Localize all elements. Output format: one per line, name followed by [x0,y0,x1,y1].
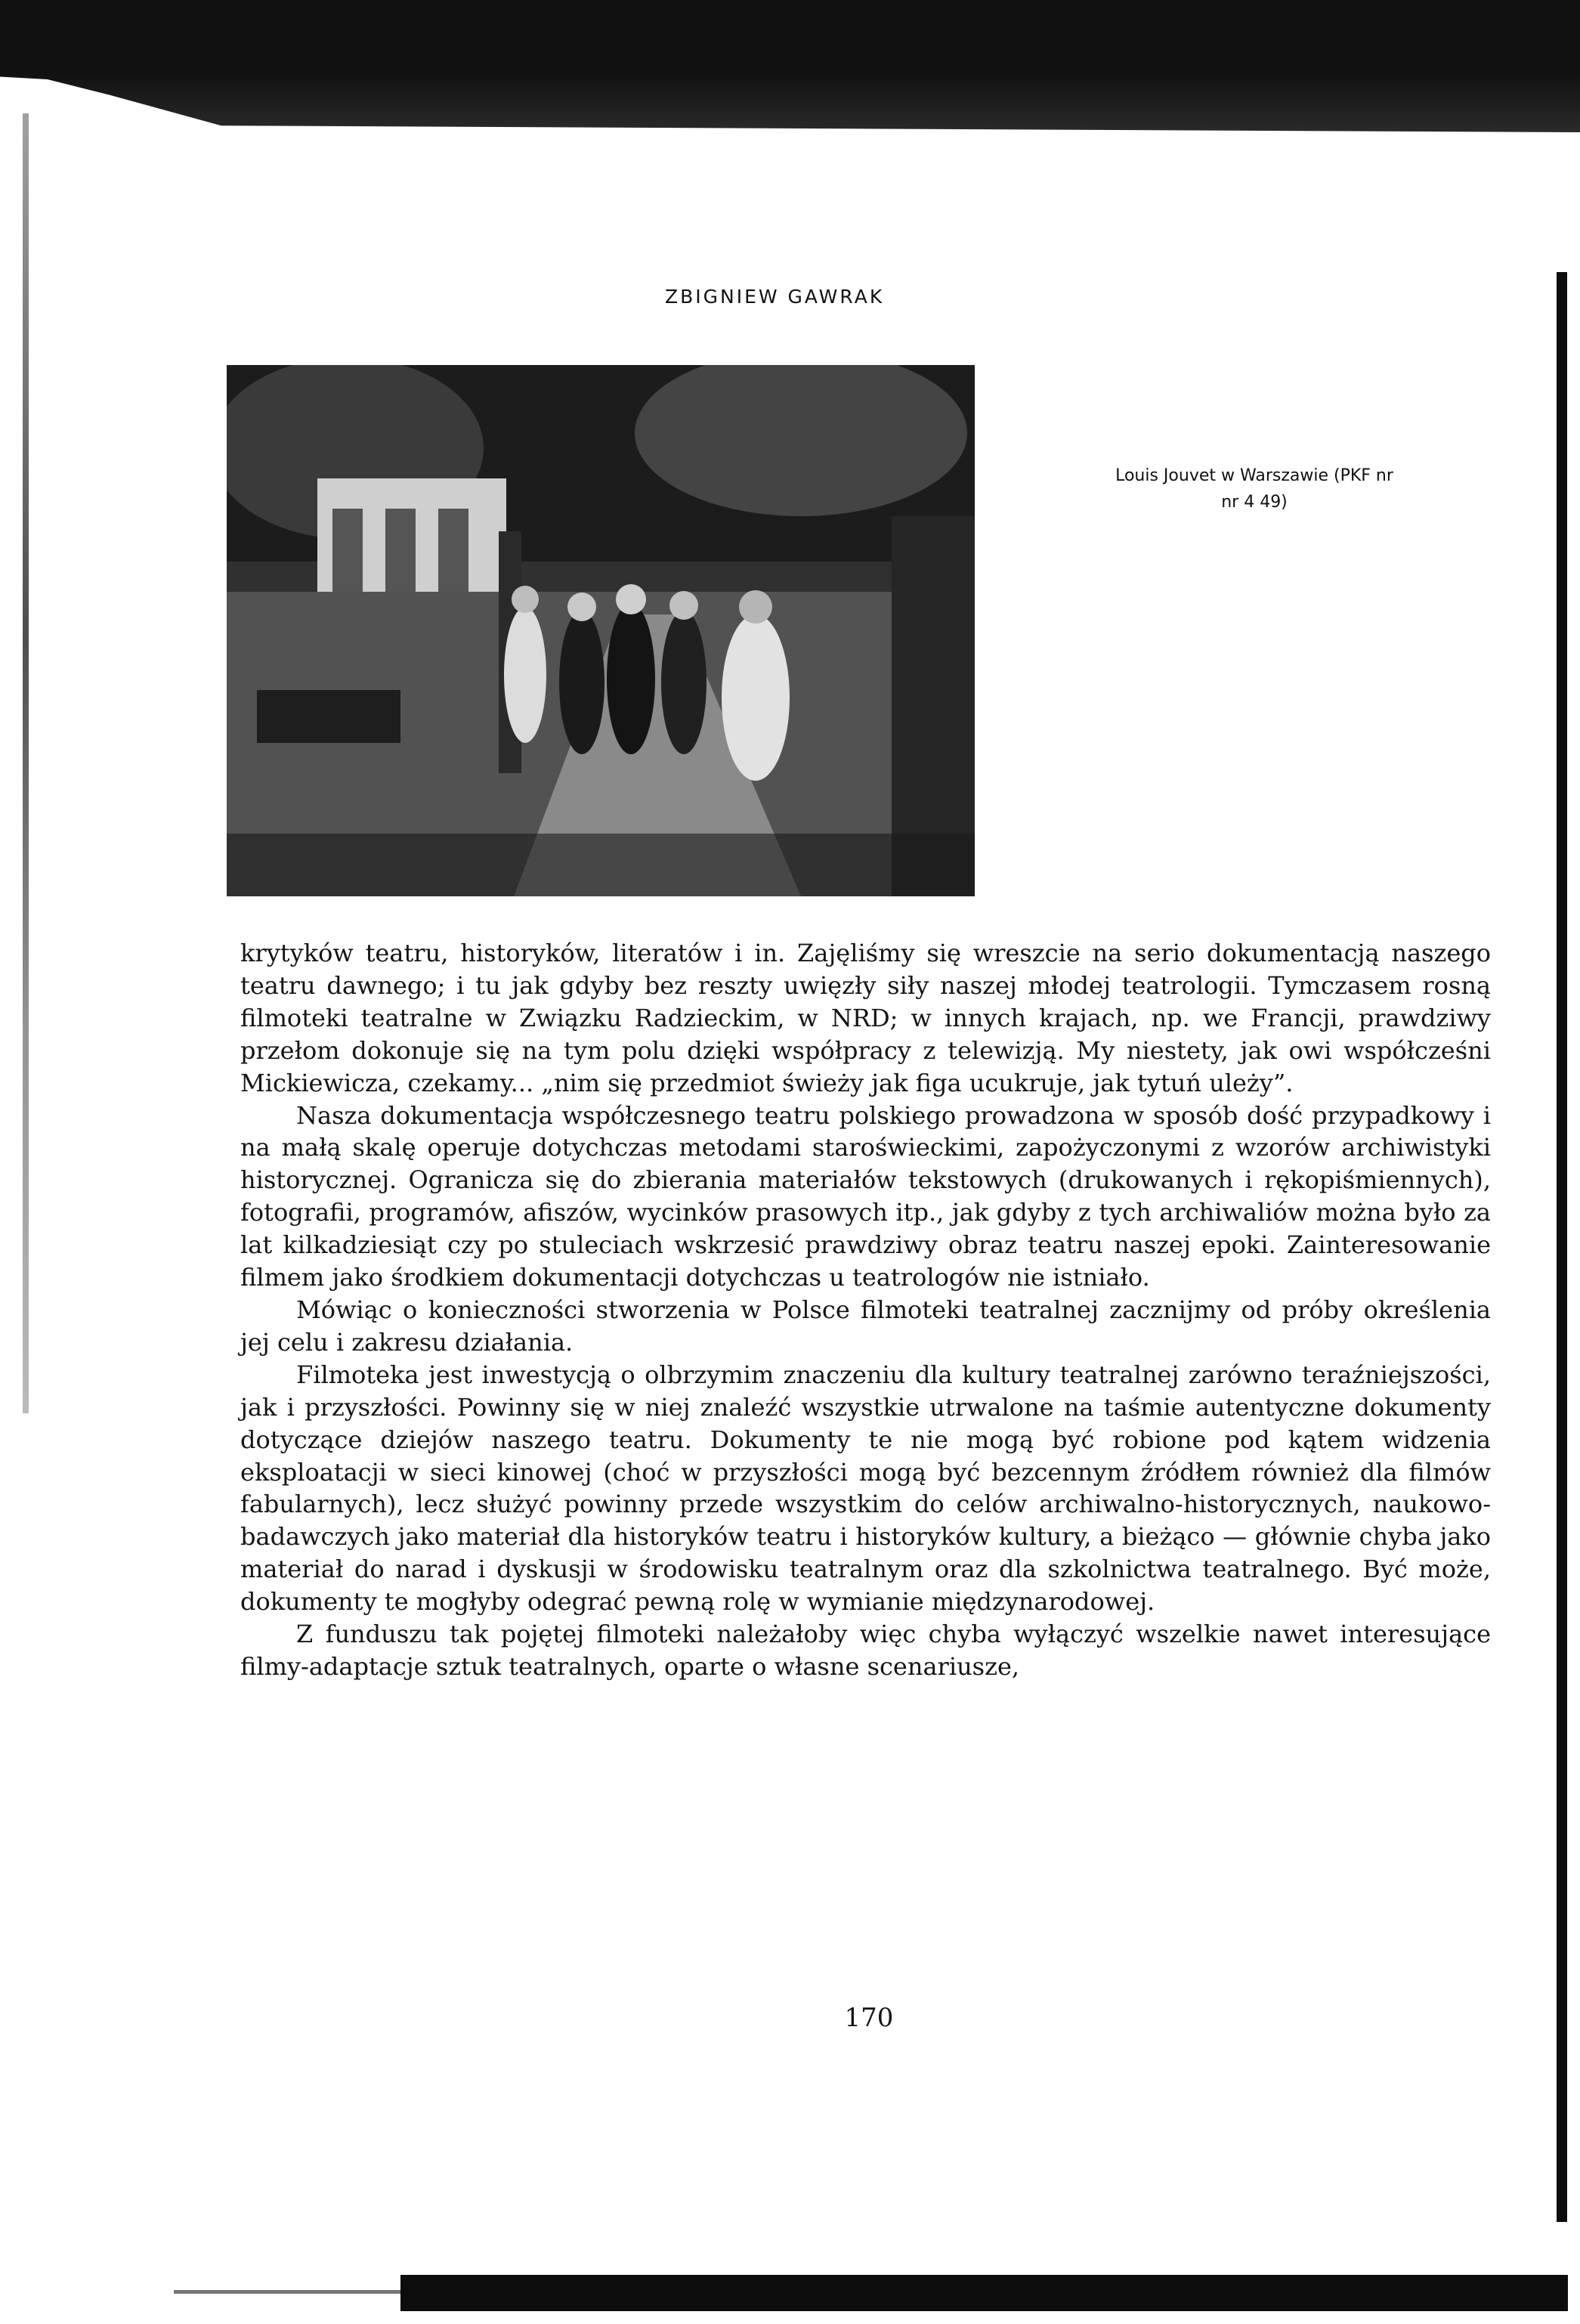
photo-illustration [227,365,975,896]
paragraph-2: Nasza dokumentacja współczesnego teatru polskiego prowadzona w sposób dość przypadkowy i na małą skalę operuje dotychczas metodami staroświeckimi, zapożyczonymi z wzorów archiwistyki historycznej. Ogranicza się do zbierania materiałów tekstowych (drukowanych i rękopiśmiennych), fotografii, programów, afiszów, wycinków prasowych itp., jak gdyby z tych archiwaliów można było za lat kilkadziesiąt czy po stuleciach wskrzesić prawdziwy obraz teatru naszej epoki. Zainteresowanie filmem jako środkiem dokumentacji dotychczas u teatrologów nie istniało. [240,1100,1491,1292]
scan-right-edge [1557,272,1567,2222]
photo-caption [1005,463,1504,515]
scan-bottom-line [174,2290,400,2294]
scan-bottom-bar [400,2275,1568,2311]
scan-left-edge [23,113,29,1413]
article-body [240,937,1491,1683]
paragraph-4: Filmoteka jest inwestycją o olbrzymim znaczeniu dla kultury teatralnej zarówno teraźniejszości, jak i przyszłości. Powinny się w niej znaleźć wszystkie utrwalone na taśmie autentyczne dokumenty dotyczące dziejów naszego teatru. Dokumenty te nie mogą być robione pod kątem widzenia eksploatacji w sieci kinowej (choć w przyszłości mogą być bezcennym źródłem również dla filmów fabularnych), lecz służyć powinny przede wszystkim do celów archiwalno-historycznych, naukowo-badawczych jako materiał dla historyków teatru i historyków kultury, a bieżąco — głównie chyba jako materiał do narad i dyskusji w środowisku teatralnym oraz dla szkolnictwa teatralnego. Być może, dokumenty te mogłyby odegrać pewną rolę w wymianie międzynarodowej. [240,1360,1491,1617]
paragraph-5: Z funduszu tak pojętej filmoteki należałoby więc chyba wyłączyć wszelkie nawet interesujące filmy-adaptacje sztuk teatralnych, oparte o własne scenariusze, [240,1620,1491,1681]
running-head-author: ZBIGNIEW GAWRAK [665,286,885,308]
page-number: 170 [844,2003,894,2033]
caption-line-2: nr 4 49) [1221,493,1288,512]
historical-photo [227,365,975,896]
paragraph-3: Mówiąc o konieczności stworzenia w Polsce filmoteki teatralnej zacznijmy od próby określenia jej celu i zakresu działania. [240,1295,1491,1357]
paragraph-1: krytyków teatru, historyków, literatów i in. Zajęliśmy się wreszcie na serio dokumentacją naszego teatru dawnego; i tu jak gdyby bez reszty uwięzły siły naszej młodej teatrologii. Tymczasem rosną filmoteki teatralne w Związku Radzieckim, w NRD; w innych krajach, np. we Francji, prawdziwy przełom dokonuje się na tym polu dzięki współpracy z telewizją. My niestety, jak owi współcześni Mickiewicza, czekamy... „nim się przedmiot świeży jak figa ucukruje, jak tytuń uleży”. [240,939,1491,1097]
scan-bottom-shadow [0,2260,1580,2324]
scan-top-shadow [0,0,1580,132]
caption-line-1: Louis Jouvet w Warszawie (PKF nr [1115,466,1393,485]
